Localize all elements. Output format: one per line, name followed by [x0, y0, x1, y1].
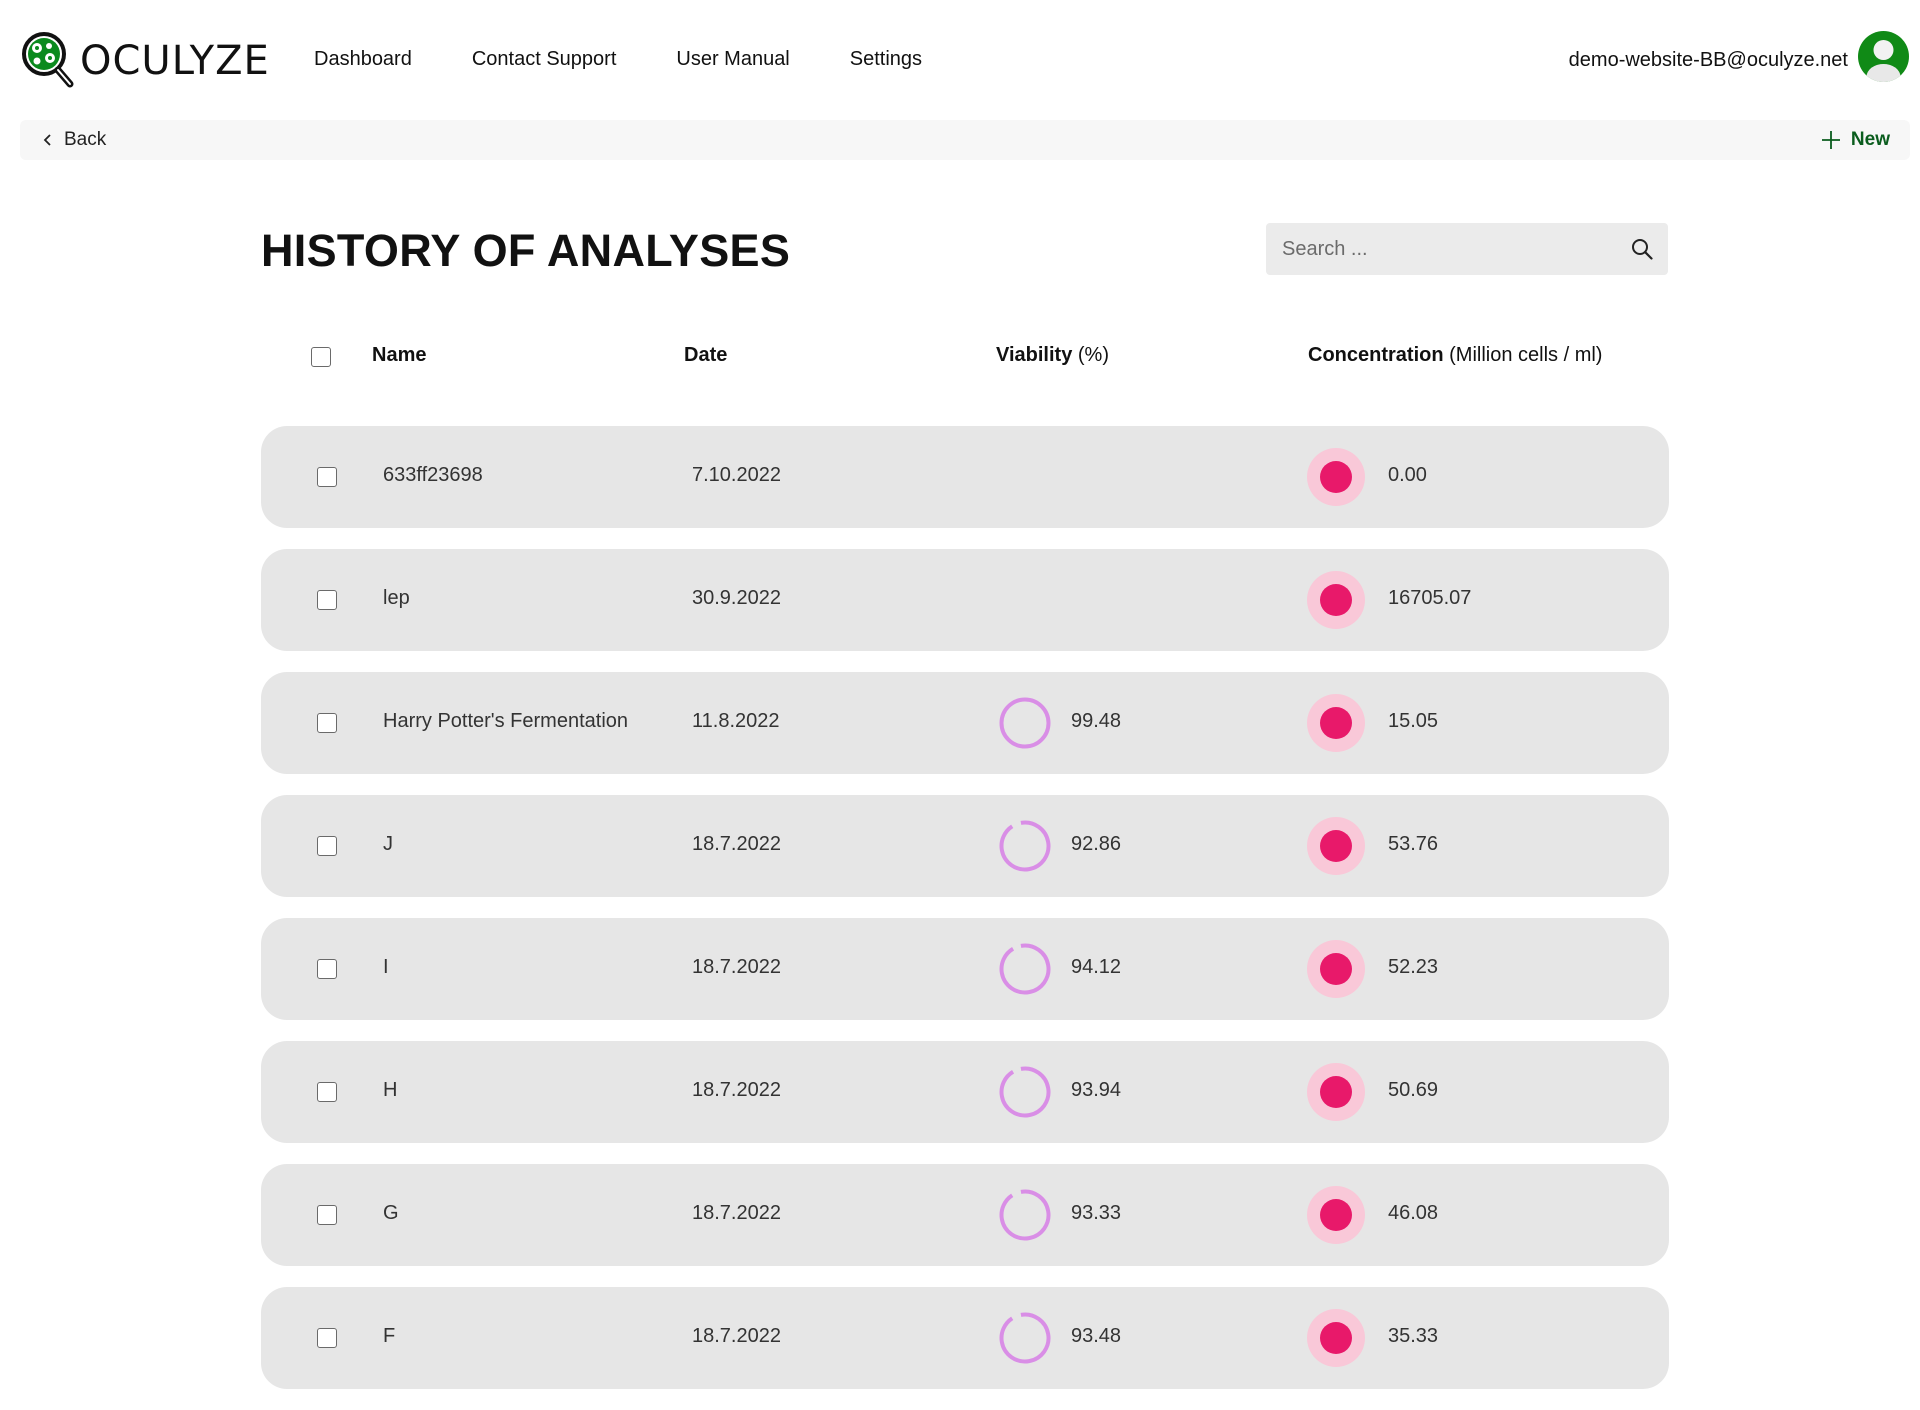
analysis-name: J — [383, 833, 393, 855]
table-row[interactable] — [261, 918, 1669, 1020]
user-avatar-icon[interactable] — [1858, 31, 1909, 82]
row-checkbox[interactable] — [317, 1205, 337, 1225]
viability-value: 93.33 — [1071, 1202, 1122, 1224]
analysis-name: G — [383, 1202, 399, 1224]
column-header-date[interactable]: Date — [684, 344, 728, 366]
analyses-list — [261, 426, 1669, 1410]
concentration-value: 46.08 — [1388, 1202, 1439, 1224]
back-label: Back — [64, 129, 107, 150]
analysis-name: I — [383, 956, 389, 978]
magnifier-cells-icon — [20, 30, 76, 92]
analysis-date: 18.7.2022 — [692, 1202, 781, 1224]
table-row[interactable] — [261, 1164, 1669, 1266]
viability-value: 92.86 — [1071, 833, 1122, 855]
concentration-dot-icon — [1307, 448, 1365, 506]
row-checkbox[interactable] — [317, 467, 337, 487]
table-header — [261, 330, 1669, 380]
viability-ring-icon — [999, 1312, 1051, 1364]
brand-logo[interactable] — [20, 30, 270, 92]
concentration-dot-icon — [1307, 817, 1365, 875]
analysis-name: Harry Potter's Fermentation — [383, 710, 629, 732]
search-input[interactable] — [1266, 223, 1616, 275]
new-label: New — [1850, 129, 1890, 150]
viability-ring-icon — [999, 697, 1051, 749]
concentration-value: 50.69 — [1388, 1079, 1439, 1101]
concentration-dot-icon — [1307, 1309, 1365, 1367]
viability-ring-icon — [999, 820, 1051, 872]
column-header-name[interactable]: Name — [372, 344, 427, 366]
analysis-date: 18.7.2022 — [692, 833, 781, 855]
concentration-dot-icon — [1307, 694, 1365, 752]
nav-dashboard[interactable]: Dashboard — [314, 48, 412, 70]
row-checkbox[interactable] — [317, 1328, 337, 1348]
search-icon[interactable] — [1630, 237, 1654, 261]
viability-value: 93.94 — [1071, 1079, 1122, 1101]
top-navigation-bar — [0, 0, 1920, 120]
action-bar — [20, 120, 1910, 160]
user-email[interactable]: demo-website-BB@oculyze.net — [1568, 49, 1848, 71]
page-title: HISTORY OF ANALYSES — [261, 225, 791, 276]
concentration-value: 53.76 — [1388, 833, 1439, 855]
viability-ring-icon — [999, 1066, 1051, 1118]
viability-value: 93.48 — [1071, 1325, 1122, 1347]
analysis-date: 18.7.2022 — [692, 1325, 781, 1347]
row-checkbox[interactable] — [317, 836, 337, 856]
viability-ring-icon — [999, 943, 1051, 995]
concentration-value: 52.23 — [1388, 956, 1439, 978]
analysis-name: lep — [383, 587, 410, 609]
new-analysis-button[interactable] — [1821, 120, 1890, 160]
analysis-date: 7.10.2022 — [692, 464, 781, 486]
table-row[interactable] — [261, 672, 1669, 774]
analysis-date: 11.8.2022 — [692, 710, 780, 732]
analysis-name: F — [383, 1325, 396, 1347]
viability-ring-icon — [999, 1189, 1051, 1241]
concentration-dot-icon — [1307, 571, 1365, 629]
row-checkbox[interactable] — [317, 590, 337, 610]
table-row[interactable] — [261, 795, 1669, 897]
brand-name: OCULYZE — [80, 38, 270, 84]
row-checkbox[interactable] — [317, 713, 337, 733]
table-row[interactable] — [261, 1041, 1669, 1143]
concentration-dot-icon — [1307, 1063, 1365, 1121]
viability-value: 99.48 — [1071, 710, 1122, 732]
select-all-checkbox[interactable] — [311, 347, 331, 367]
table-row[interactable] — [261, 1287, 1669, 1389]
concentration-value: 0.00 — [1388, 464, 1427, 486]
analysis-date: 30.9.2022 — [692, 587, 781, 609]
column-header-concentration[interactable]: Concentration (Million cells / ml) — [1308, 344, 1603, 366]
viability-value: 94.12 — [1071, 956, 1122, 978]
back-button[interactable] — [42, 120, 106, 160]
main-nav — [314, 48, 922, 71]
row-checkbox[interactable] — [317, 959, 337, 979]
concentration-dot-icon — [1307, 940, 1365, 998]
nav-settings[interactable]: Settings — [849, 48, 923, 70]
analysis-date: 18.7.2022 — [692, 956, 781, 978]
concentration-value: 15.05 — [1388, 710, 1439, 732]
analysis-date: 18.7.2022 — [692, 1079, 781, 1101]
nav-user-manual[interactable]: User Manual — [676, 48, 790, 70]
row-checkbox[interactable] — [317, 1082, 337, 1102]
nav-contact-support[interactable]: Contact Support — [471, 48, 617, 70]
concentration-value: 35.33 — [1388, 1325, 1439, 1347]
plus-icon — [1821, 130, 1841, 150]
concentration-value: 16705.07 — [1388, 587, 1472, 609]
chevron-left-icon — [42, 132, 54, 148]
analysis-name: 633ff23698 — [383, 464, 483, 486]
search-box — [1266, 223, 1668, 275]
table-row[interactable] — [261, 426, 1669, 528]
column-header-viability[interactable]: Viability (%) — [996, 344, 1109, 366]
analysis-name: H — [383, 1079, 398, 1101]
table-row[interactable] — [261, 549, 1669, 651]
concentration-dot-icon — [1307, 1186, 1365, 1244]
